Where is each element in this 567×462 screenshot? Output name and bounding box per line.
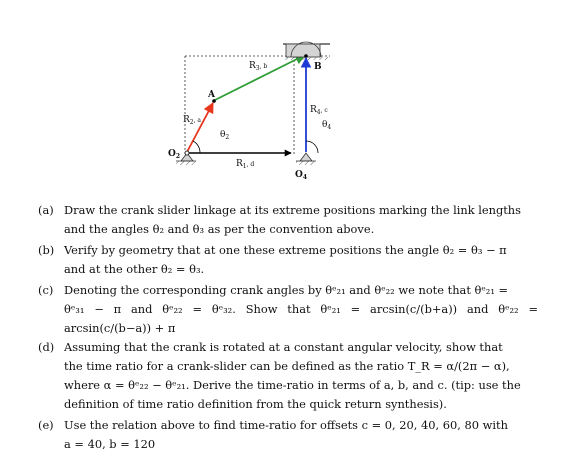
question-b	[38, 241, 538, 279]
question-line: the time ratio for a crank-slider can be defined as the ratio T_R = α/(2π − α),	[64, 359, 510, 373]
label-theta2: $\theta_2$	[220, 130, 230, 141]
question-line: Denoting the corresponding crank angles by θᵉ₂₁ and θᵉ₂₂ we note that θᵉ₂₁ =	[64, 283, 509, 297]
question-list	[38, 201, 538, 454]
question-e	[38, 416, 538, 454]
label-theta4: $\theta_4$	[322, 120, 332, 131]
question-line: Draw the crank slider linkage at its extreme positions marking the link lengths	[64, 203, 521, 217]
question-tag: (d)	[38, 340, 55, 354]
coupler-link-r3	[215, 55, 305, 100]
question-c	[38, 281, 538, 338]
question-tag: (b)	[38, 243, 55, 257]
label-o2: $O_2$	[168, 149, 181, 160]
question-line: Use the relation above to find time-ratio for offsets c = 0, 20, 40, 60, 80 with	[64, 418, 508, 432]
question-line: and the angles θ₂ and θ₃ as per the convention above.	[64, 222, 375, 236]
pivot-o4	[296, 153, 316, 165]
question-a	[38, 201, 538, 239]
question-line: definition of time ratio definition from the quick return synthesis).	[64, 397, 447, 411]
label-b: B	[314, 62, 322, 72]
question-line: and at the other θ₂ = θ₃.	[64, 262, 205, 276]
label-o4: $O_4$	[295, 170, 308, 181]
question-d	[38, 338, 538, 414]
question-line: a = 40, b = 120	[64, 437, 156, 451]
question-tag: (e)	[38, 418, 54, 432]
question-tag: (a)	[38, 203, 54, 217]
question-line: Verify by geometry that at one these extreme positions the angle θ₂ = θ₃ − π	[64, 243, 507, 257]
label-r4: $R_4^{, c}$	[310, 105, 328, 116]
label-a: A	[208, 90, 215, 100]
crank-slider-figure	[0, 0, 567, 200]
question-line: where α = θᵉ₂₂ − θᵉ₂₁. Derive the time-ratio in terms of a, b, and c. (tip: use the	[64, 378, 521, 392]
theta4-arc	[306, 141, 318, 153]
label-r1: $R_1^{, d}$	[236, 159, 255, 170]
question-line: θᵉ₃₁ − π and θᵉ₂₂ = θᵉ₃₂. Show that θᵉ₂₁ = arcsin(c/(b+a)) and θᵉ₂₂ = arcsin(c/(b−a)) + π	[64, 302, 538, 335]
crank-link-r2	[187, 103, 213, 152]
theta2-arc	[193, 141, 200, 153]
joint-b	[304, 54, 308, 58]
question-line: Assuming that the crank is rotated at a constant angular velocity, show that	[64, 340, 503, 354]
question-tag: (c)	[38, 283, 54, 297]
label-r3: $R_3^{, b}$	[249, 61, 268, 72]
label-r2: $R_2^{, a}$	[183, 115, 202, 126]
